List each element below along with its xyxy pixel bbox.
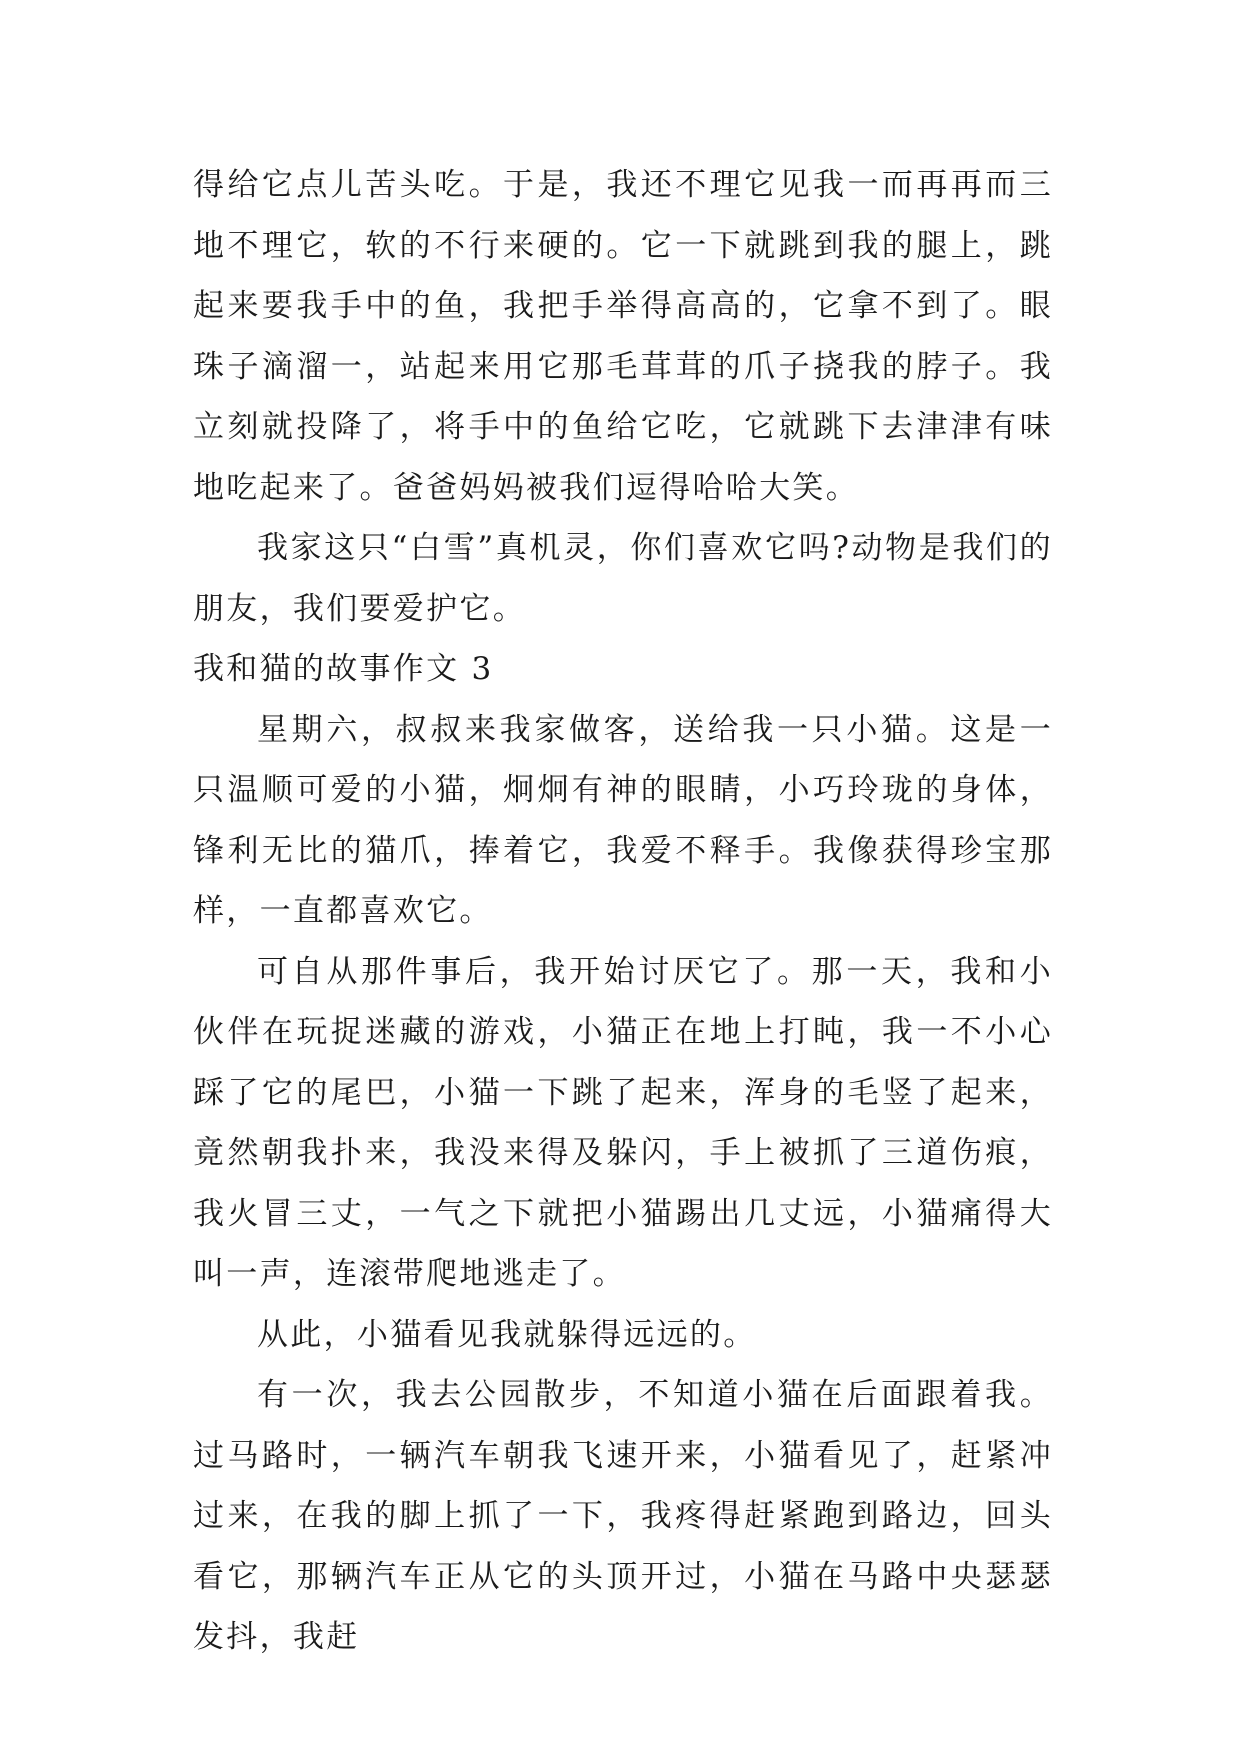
paragraph-continuation: 得给它点儿苦头吃。于是，我还不理它见我一而再再而三地不理它，软的不行来硬的。它一下就跳到我的腿上，跳起来要我手中的鱼，我把手举得高高的，它拿不到了。眼珠子滴溜一，站起来用它那毛茸茸的爪子挠我的脖子。我立刻就投降了，将手中的鱼给它吃，它就跳下去津津有味地吃起来了。爸爸妈妈被我们逗得哈哈大笑。 [193,167,1053,506]
paragraph-saturday-gift: 星期六，叔叔来我家做客，送给我一只小猫。这是一只温顺可爱的小猫，炯炯有神的眼睛，小巧玲珑的身体，锋利无比的猫爪，捧着它，我爱不释手。我像获得珍宝那样，一直都喜欢它。 [193,711,1053,929]
paragraph-white-snow-summary: 我家这只“白雪”真机灵，你们喜欢它吗?动物是我们的朋友，我们要爱护它。 [193,530,1053,627]
document-body [193,155,1053,1668]
paragraph-hide-and-seek: 可自从那件事后，我开始讨厌它了。那一天，我和小伙伴在玩捉迷藏的游戏，小猫正在地上打盹，我一不小心踩了它的尾巴，小猫一下跳了起来，浑身的毛竖了起来，竟然朝我扑来，我没来得及躲闪，手上被抓了三道伤痕，我火冒三丈，一气之下就把小猫踢出几丈远，小猫痛得大叫一声，连滚带爬地逃走了。 [193,953,1053,1292]
paragraph-park-walk: 有一次，我去公园散步，不知道小猫在后面跟着我。过马路时，一辆汽车朝我飞速开来，小猫看见了，赶紧冲过来，在我的脚上抓了一下，我疼得赶紧跑到路边，回头看它，那辆汽车正从它的头顶开过，小猫在马路中央瑟瑟发抖，我赶 [193,1377,1053,1655]
paragraph-cat-avoids: 从此，小猫看见我就躲得远远的。 [257,1316,757,1353]
essay-heading: 我和猫的故事作文 3 [193,651,494,687]
